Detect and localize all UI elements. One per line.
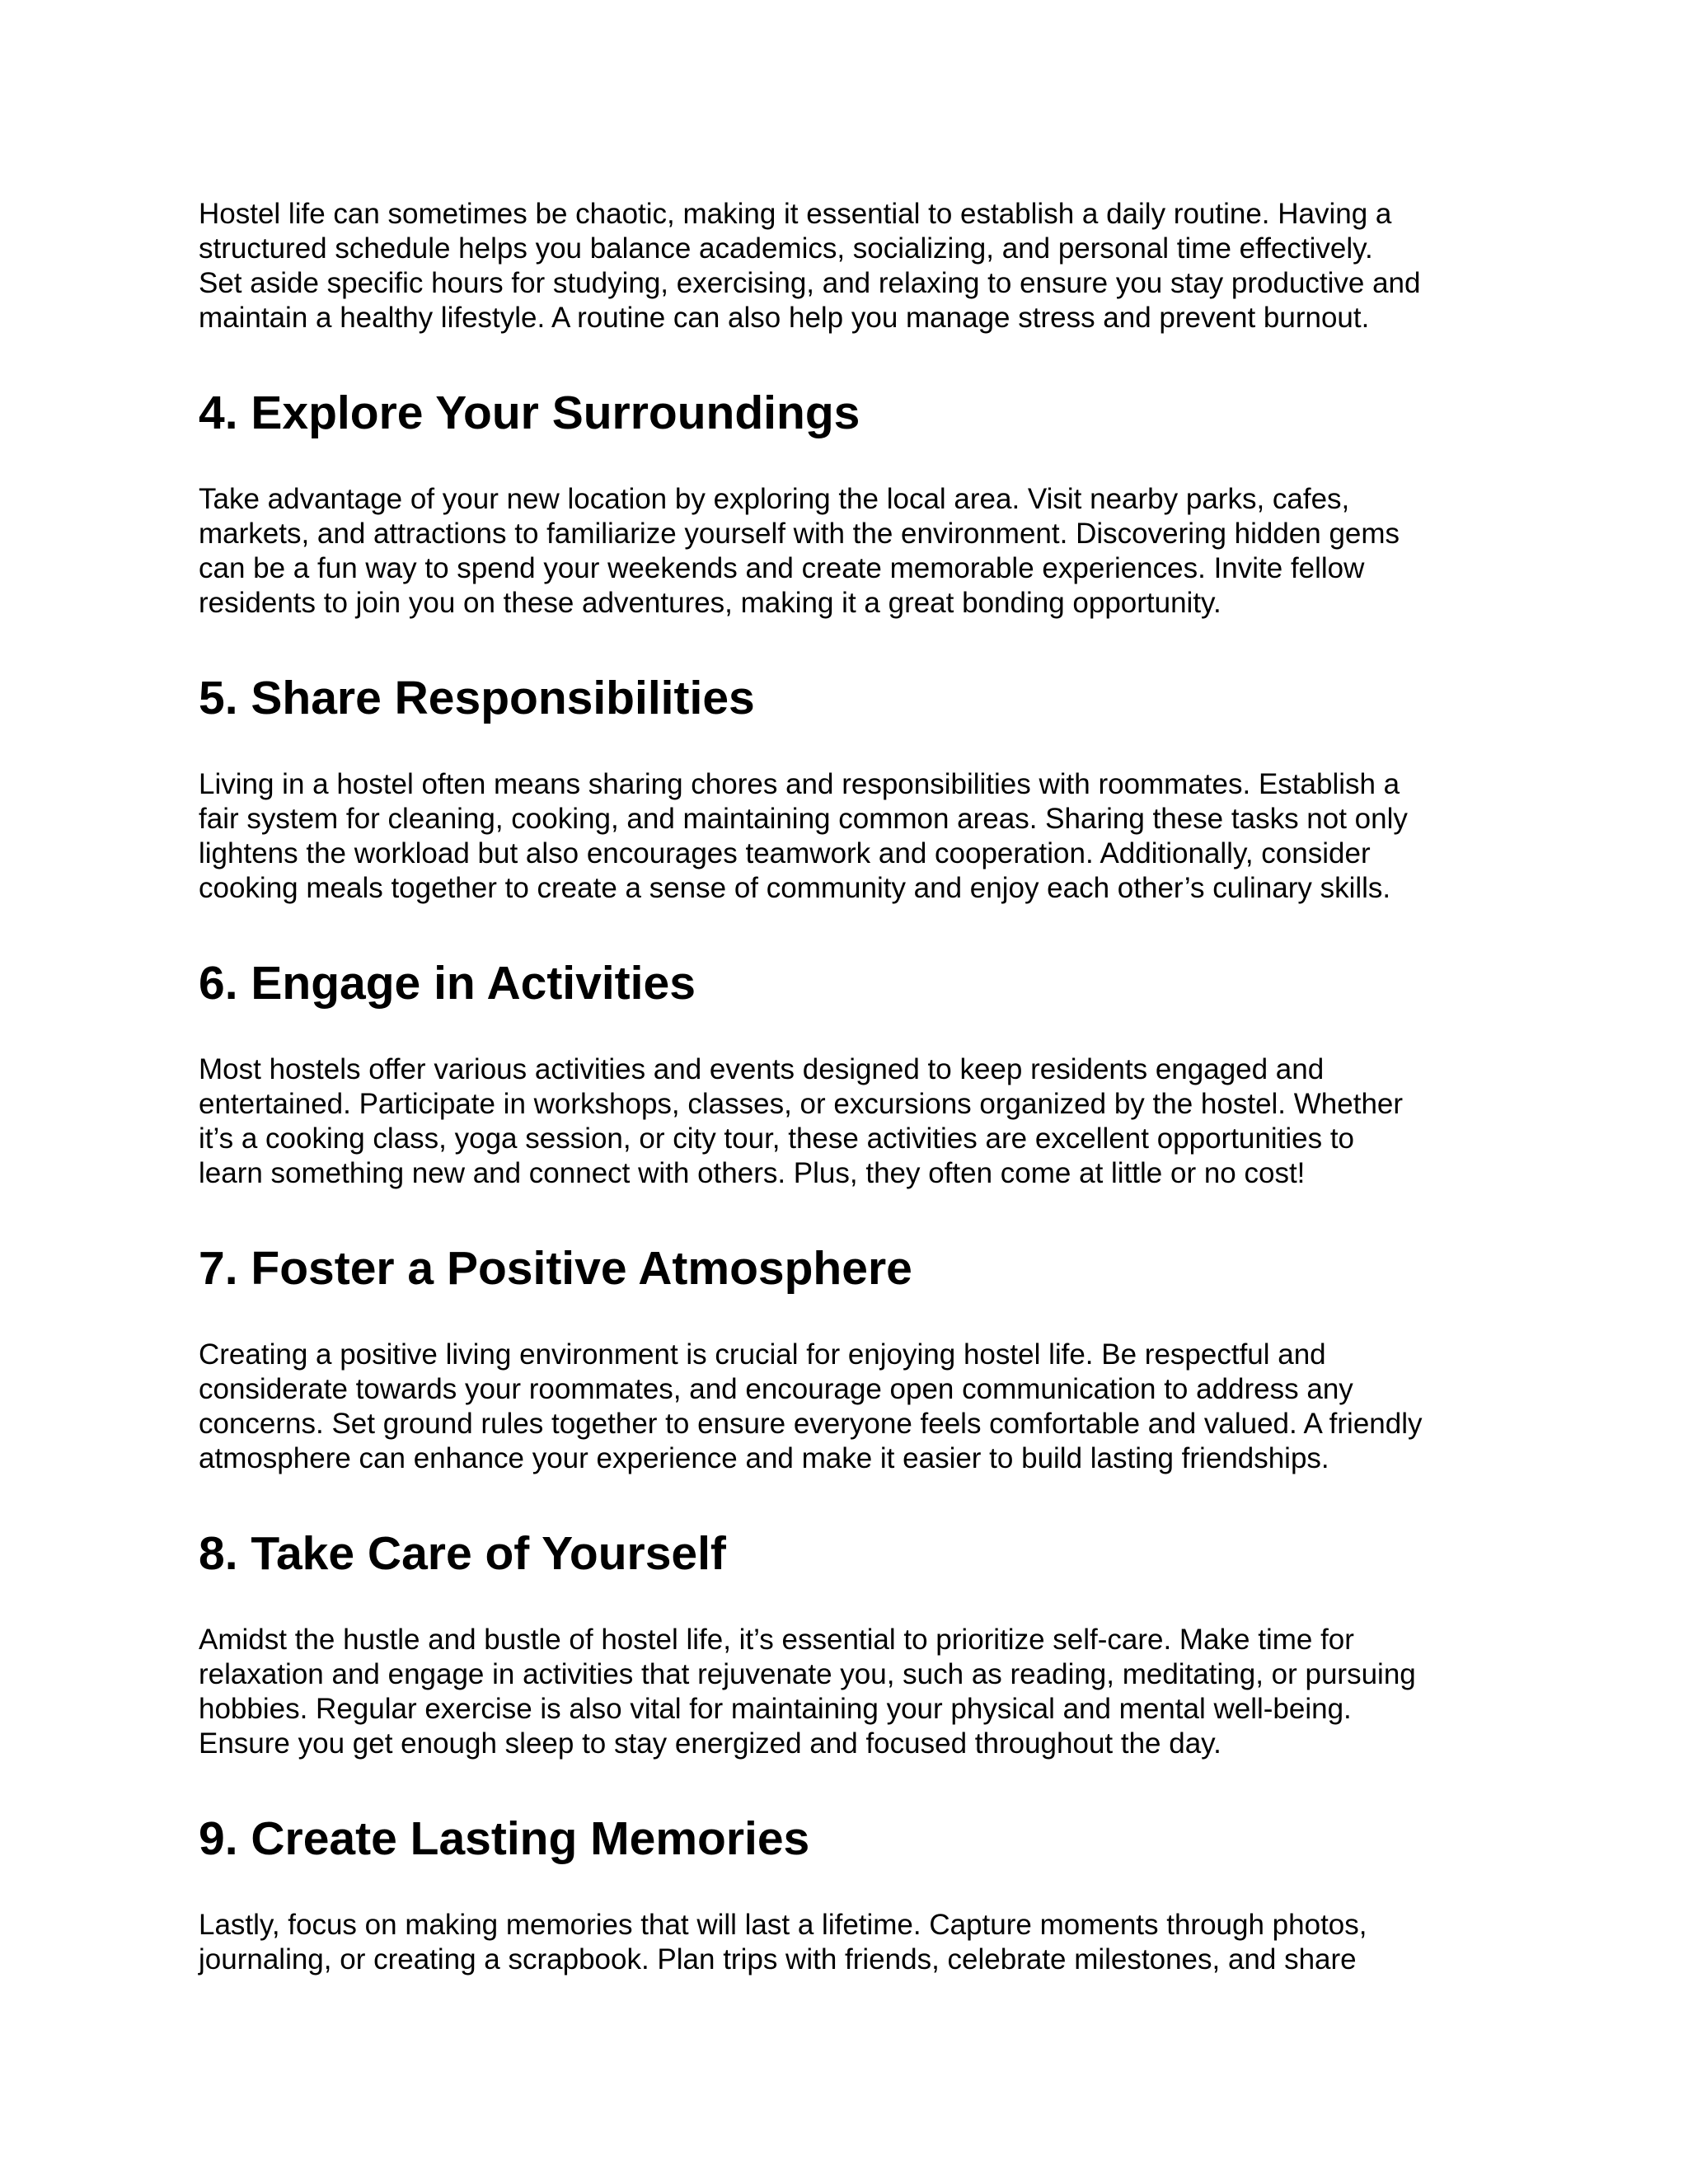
section-heading: 5. Share Responsibilities bbox=[199, 672, 755, 724]
section-explore-surroundings bbox=[199, 387, 1501, 621]
section-paragraph: Living in a hostel often means sharing chores and responsibilities with roommates. Establish a fair system for cleaning, cooking, and maintaining common areas. Sharing these tasks not only lightens the workload but also encourages teamwork and cooperation. Additionally, consider cooking meals together to create a sense of community and enjoy each other’s culinary skills. bbox=[199, 768, 1408, 904]
section-heading: 9. Create Lasting Memories bbox=[199, 1812, 810, 1865]
intro-paragraph: Hostel life can sometimes be chaotic, making it essential to establish a daily routine. Having a structured schedule helps you balance academics, socializing, and personal time effectively. Set aside specific hours for studying, exercising, and relaxing to ensure you stay productive and maintain a healthy lifestyle. A routine can also help you manage stress and prevent burnout. bbox=[199, 198, 1421, 334]
section-positive-atmosphere bbox=[199, 1242, 1501, 1476]
section-heading: 4. Explore Your Surroundings bbox=[199, 387, 860, 439]
section-paragraph: Amidst the hustle and bustle of hostel life, it’s essential to prioritize self-care. Make time for relaxation and engage in activities that rejuvenate you, such as reading, meditating, or pursuing hobbies. Regular exercise is also vital for maintaining your physical and mental well-being. Ensure you get enough sleep to stay energized and focused throughout the day. bbox=[199, 1624, 1416, 1760]
section-paragraph: Lastly, focus on making memories that will last a lifetime. Capture moments through photos, journaling, or creating a scrapbook. Plan trips with friends, celebrate milestones, and share bbox=[199, 1909, 1367, 1975]
section-lasting-memories bbox=[199, 1812, 1501, 1977]
section-engage-activities bbox=[199, 957, 1501, 1191]
section-paragraph: Most hostels offer various activities and events designed to keep residents engaged and entertained. Participate in workshops, classes, or excursions organized by the hostel. Whether it’s a cooking class, yoga session, or city tour, these activities are excellent opportunities to learn something new and connect with others. Plus, they often come at little or no cost! bbox=[199, 1053, 1404, 1189]
section-paragraph: Creating a positive living environment is crucial for enjoying hostel life. Be respectful and considerate towards your roommates, and encourage open communication to address any concerns. Set ground rules together to ensure everyone feels comfortable and valued. A friendly atmosphere can enhance your experience and make it easier to build lasting friendships. bbox=[199, 1338, 1423, 1474]
section-share-responsibilities bbox=[199, 672, 1501, 906]
section-heading: 8. Take Care of Yourself bbox=[199, 1527, 726, 1580]
section-paragraph: Take advantage of your new location by exploring the local area. Visit nearby parks, cafes, markets, and attractions to familiarize yourself with the environment. Discovering hidden gems can be a fun way to spend your weekends and create memorable experiences. Invite fellow residents to join you on these adventures, making it a great bonding opportunity. bbox=[199, 483, 1400, 619]
section-heading: 7. Foster a Positive Atmosphere bbox=[199, 1242, 912, 1295]
document-content bbox=[199, 197, 1501, 1977]
section-heading: 6. Engage in Activities bbox=[199, 957, 696, 1010]
section-take-care bbox=[199, 1527, 1501, 1761]
